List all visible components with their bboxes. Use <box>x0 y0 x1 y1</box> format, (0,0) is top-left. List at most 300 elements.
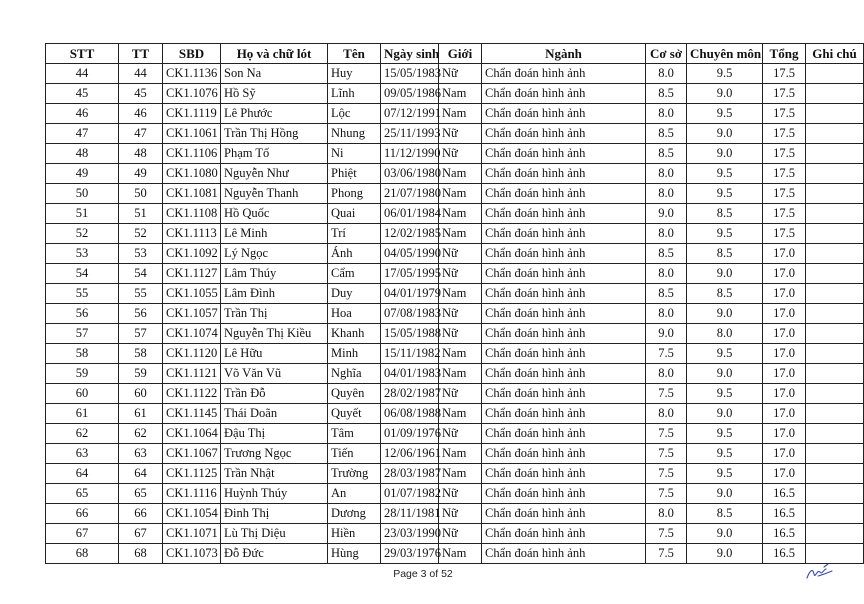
cell-tt: 51 <box>119 204 163 224</box>
cell-nganh: Chẩn đoán hình ảnh <box>482 344 646 364</box>
cell-sbd: CK1.1119 <box>163 104 221 124</box>
cell-nganh: Chẩn đoán hình ảnh <box>482 444 646 464</box>
cell-co-so: 8.0 <box>646 164 687 184</box>
cell-tong: 17.0 <box>763 424 806 444</box>
cell-ten: Minh <box>328 344 381 364</box>
cell-tt: 59 <box>119 364 163 384</box>
cell-ngay-sinh: 06/01/1984 <box>381 204 439 224</box>
cell-gioi: Nam <box>439 444 482 464</box>
cell-stt: 46 <box>46 104 119 124</box>
cell-ho-va-chu-lot: Trần Thị Hồng <box>221 124 328 144</box>
cell-nganh: Chẩn đoán hình ảnh <box>482 104 646 124</box>
cell-gioi: Nam <box>439 364 482 384</box>
cell-gioi: Nữ <box>439 424 482 444</box>
cell-tt: 61 <box>119 404 163 424</box>
cell-sbd: CK1.1073 <box>163 544 221 564</box>
cell-chuyen-mon: 8.5 <box>687 284 763 304</box>
cell-ho-va-chu-lot: Lâm Đình <box>221 284 328 304</box>
cell-nganh: Chẩn đoán hình ảnh <box>482 464 646 484</box>
cell-stt: 56 <box>46 304 119 324</box>
cell-nganh: Chẩn đoán hình ảnh <box>482 544 646 564</box>
cell-ngay-sinh: 04/01/1979 <box>381 284 439 304</box>
cell-sbd: CK1.1145 <box>163 404 221 424</box>
cell-chuyen-mon: 8.5 <box>687 204 763 224</box>
cell-stt: 55 <box>46 284 119 304</box>
cell-tong: 16.5 <box>763 524 806 544</box>
cell-gioi: Nữ <box>439 304 482 324</box>
cell-ten: Lộc <box>328 104 381 124</box>
header-tt: TT <box>119 44 163 64</box>
cell-ho-va-chu-lot: Trương Ngọc <box>221 444 328 464</box>
cell-tt: 47 <box>119 124 163 144</box>
cell-tt: 44 <box>119 64 163 84</box>
cell-ghi-chu <box>806 184 864 204</box>
cell-stt: 59 <box>46 364 119 384</box>
cell-gioi: Nữ <box>439 124 482 144</box>
cell-ho-va-chu-lot: Đỗ Đức <box>221 544 328 564</box>
cell-ngay-sinh: 07/08/1983 <box>381 304 439 324</box>
cell-chuyen-mon: 9.0 <box>687 264 763 284</box>
cell-ten: Lĩnh <box>328 84 381 104</box>
cell-ho-va-chu-lot: Lê Hữu <box>221 344 328 364</box>
cell-gioi: Nam <box>439 84 482 104</box>
cell-tong: 16.5 <box>763 504 806 524</box>
cell-sbd: CK1.1076 <box>163 84 221 104</box>
cell-co-so: 7.5 <box>646 484 687 504</box>
cell-gioi: Nam <box>439 404 482 424</box>
cell-co-so: 8.5 <box>646 284 687 304</box>
cell-stt: 54 <box>46 264 119 284</box>
cell-co-so: 8.0 <box>646 224 687 244</box>
cell-sbd: CK1.1120 <box>163 344 221 364</box>
cell-tong: 17.0 <box>763 244 806 264</box>
header-stt: STT <box>46 44 119 64</box>
cell-co-so: 8.5 <box>646 124 687 144</box>
cell-stt: 58 <box>46 344 119 364</box>
signature-mark <box>804 560 834 584</box>
cell-gioi: Nữ <box>439 64 482 84</box>
cell-ghi-chu <box>806 244 864 264</box>
cell-nganh: Chẩn đoán hình ảnh <box>482 184 646 204</box>
cell-co-so: 7.5 <box>646 524 687 544</box>
cell-ho-va-chu-lot: Nguyễn Thanh <box>221 184 328 204</box>
cell-co-so: 8.0 <box>646 304 687 324</box>
cell-tt: 65 <box>119 484 163 504</box>
cell-ten: Duy <box>328 284 381 304</box>
cell-ho-va-chu-lot: Lê Minh <box>221 224 328 244</box>
cell-co-so: 8.0 <box>646 364 687 384</box>
cell-ghi-chu <box>806 144 864 164</box>
cell-chuyen-mon: 9.5 <box>687 424 763 444</box>
cell-stt: 48 <box>46 144 119 164</box>
cell-tong: 17.5 <box>763 184 806 204</box>
table-row <box>46 224 864 244</box>
cell-co-so: 7.5 <box>646 464 687 484</box>
cell-tt: 53 <box>119 244 163 264</box>
table-row <box>46 464 864 484</box>
cell-ghi-chu <box>806 224 864 244</box>
cell-sbd: CK1.1127 <box>163 264 221 284</box>
cell-ghi-chu <box>806 124 864 144</box>
cell-tong: 17.5 <box>763 104 806 124</box>
cell-chuyen-mon: 9.5 <box>687 104 763 124</box>
cell-chuyen-mon: 9.0 <box>687 364 763 384</box>
cell-ten: Hùng <box>328 544 381 564</box>
cell-ghi-chu <box>806 264 864 284</box>
cell-nganh: Chẩn đoán hình ảnh <box>482 124 646 144</box>
cell-stt: 64 <box>46 464 119 484</box>
cell-tong: 17.0 <box>763 324 806 344</box>
cell-gioi: Nữ <box>439 524 482 544</box>
cell-ghi-chu <box>806 504 864 524</box>
cell-stt: 62 <box>46 424 119 444</box>
cell-stt: 57 <box>46 324 119 344</box>
table-row <box>46 324 864 344</box>
cell-nganh: Chẩn đoán hình ảnh <box>482 324 646 344</box>
cell-gioi: Nam <box>439 184 482 204</box>
cell-tt: 46 <box>119 104 163 124</box>
cell-chuyen-mon: 9.5 <box>687 164 763 184</box>
cell-chuyen-mon: 9.0 <box>687 124 763 144</box>
cell-ten: Trường <box>328 464 381 484</box>
cell-ngay-sinh: 12/06/1961 <box>381 444 439 464</box>
cell-ten: Hiền <box>328 524 381 544</box>
cell-tong: 17.0 <box>763 344 806 364</box>
cell-ho-va-chu-lot: Hồ Quốc <box>221 204 328 224</box>
cell-ngay-sinh: 15/11/1982 <box>381 344 439 364</box>
cell-tt: 57 <box>119 324 163 344</box>
cell-tt: 56 <box>119 304 163 324</box>
cell-gioi: Nam <box>439 164 482 184</box>
cell-chuyen-mon: 8.5 <box>687 244 763 264</box>
cell-ngay-sinh: 28/02/1987 <box>381 384 439 404</box>
cell-ngay-sinh: 06/08/1988 <box>381 404 439 424</box>
cell-stt: 63 <box>46 444 119 464</box>
cell-tt: 68 <box>119 544 163 564</box>
cell-gioi: Nữ <box>439 504 482 524</box>
table-row <box>46 544 864 564</box>
cell-ten: An <box>328 484 381 504</box>
cell-ngay-sinh: 01/07/1982 <box>381 484 439 504</box>
cell-ho-va-chu-lot: Trần Nhật <box>221 464 328 484</box>
cell-tong: 17.0 <box>763 364 806 384</box>
cell-ngay-sinh: 21/07/1980 <box>381 184 439 204</box>
cell-tong: 17.0 <box>763 284 806 304</box>
cell-chuyen-mon: 8.5 <box>687 504 763 524</box>
cell-chuyen-mon: 9.5 <box>687 184 763 204</box>
table-row <box>46 404 864 424</box>
cell-ghi-chu <box>806 324 864 344</box>
cell-ngay-sinh: 04/01/1983 <box>381 364 439 384</box>
cell-ngay-sinh: 15/05/1983 <box>381 64 439 84</box>
cell-tong: 17.5 <box>763 124 806 144</box>
cell-ho-va-chu-lot: Huỳnh Thúy <box>221 484 328 504</box>
cell-stt: 65 <box>46 484 119 504</box>
cell-ten: Nhung <box>328 124 381 144</box>
cell-gioi: Nam <box>439 544 482 564</box>
cell-gioi: Nam <box>439 204 482 224</box>
cell-co-so: 8.0 <box>646 264 687 284</box>
cell-chuyen-mon: 9.5 <box>687 384 763 404</box>
cell-nganh: Chẩn đoán hình ảnh <box>482 364 646 384</box>
table-row <box>46 124 864 144</box>
header-sbd: SBD <box>163 44 221 64</box>
table-row <box>46 444 864 464</box>
cell-chuyen-mon: 8.0 <box>687 324 763 344</box>
cell-nganh: Chẩn đoán hình ảnh <box>482 524 646 544</box>
table-row <box>46 84 864 104</box>
cell-sbd: CK1.1064 <box>163 424 221 444</box>
cell-ho-va-chu-lot: Son Na <box>221 64 328 84</box>
cell-ngay-sinh: 28/03/1987 <box>381 464 439 484</box>
cell-gioi: Nữ <box>439 384 482 404</box>
cell-ngay-sinh: 07/12/1991 <box>381 104 439 124</box>
cell-nganh: Chẩn đoán hình ảnh <box>482 424 646 444</box>
cell-gioi: Nữ <box>439 484 482 504</box>
cell-co-so: 9.0 <box>646 204 687 224</box>
cell-tt: 52 <box>119 224 163 244</box>
cell-ho-va-chu-lot: Thái Doãn <box>221 404 328 424</box>
cell-ten: Nghĩa <box>328 364 381 384</box>
cell-stt: 60 <box>46 384 119 404</box>
table-row <box>46 164 864 184</box>
cell-ho-va-chu-lot: Trần Đỗ <box>221 384 328 404</box>
header-ten: Tên <box>328 44 381 64</box>
cell-ho-va-chu-lot: Lù Thị Diệu <box>221 524 328 544</box>
cell-co-so: 8.0 <box>646 504 687 524</box>
cell-ten: Quyết <box>328 404 381 424</box>
cell-co-so: 7.5 <box>646 384 687 404</box>
table-row <box>46 504 864 524</box>
cell-tong: 16.5 <box>763 544 806 564</box>
table-row <box>46 304 864 324</box>
cell-co-so: 7.5 <box>646 444 687 464</box>
cell-nganh: Chẩn đoán hình ảnh <box>482 304 646 324</box>
cell-ghi-chu <box>806 284 864 304</box>
cell-ngay-sinh: 23/03/1990 <box>381 524 439 544</box>
cell-ghi-chu <box>806 424 864 444</box>
cell-nganh: Chẩn đoán hình ảnh <box>482 84 646 104</box>
cell-gioi: Nữ <box>439 244 482 264</box>
table-row <box>46 384 864 404</box>
table-body <box>46 64 864 564</box>
cell-tong: 17.0 <box>763 444 806 464</box>
cell-nganh: Chẩn đoán hình ảnh <box>482 244 646 264</box>
header-tong: Tổng <box>763 44 806 64</box>
cell-co-so: 7.5 <box>646 544 687 564</box>
cell-sbd: CK1.1108 <box>163 204 221 224</box>
cell-ten: Ánh <box>328 244 381 264</box>
cell-ho-va-chu-lot: Võ Văn Vũ <box>221 364 328 384</box>
cell-tt: 55 <box>119 284 163 304</box>
cell-nganh: Chẩn đoán hình ảnh <box>482 164 646 184</box>
cell-gioi: Nam <box>439 344 482 364</box>
cell-ghi-chu <box>806 304 864 324</box>
cell-co-so: 8.0 <box>646 104 687 124</box>
cell-sbd: CK1.1080 <box>163 164 221 184</box>
cell-gioi: Nam <box>439 224 482 244</box>
cell-ho-va-chu-lot: Phạm Tố <box>221 144 328 164</box>
cell-nganh: Chẩn đoán hình ảnh <box>482 404 646 424</box>
cell-ngay-sinh: 09/05/1986 <box>381 84 439 104</box>
cell-chuyen-mon: 9.0 <box>687 144 763 164</box>
table-row <box>46 184 864 204</box>
cell-nganh: Chẩn đoán hình ảnh <box>482 224 646 244</box>
cell-sbd: CK1.1125 <box>163 464 221 484</box>
cell-ten: Ni <box>328 144 381 164</box>
table-row <box>46 524 864 544</box>
cell-co-so: 9.0 <box>646 324 687 344</box>
cell-ten: Phong <box>328 184 381 204</box>
cell-ho-va-chu-lot: Đinh Thị <box>221 504 328 524</box>
cell-stt: 44 <box>46 64 119 84</box>
header-ngay-sinh: Ngày sinh <box>381 44 439 64</box>
cell-ho-va-chu-lot: Đậu Thị <box>221 424 328 444</box>
cell-ghi-chu <box>806 484 864 504</box>
cell-ngay-sinh: 03/06/1980 <box>381 164 439 184</box>
cell-sbd: CK1.1121 <box>163 364 221 384</box>
cell-ngay-sinh: 12/02/1985 <box>381 224 439 244</box>
cell-sbd: CK1.1055 <box>163 284 221 304</box>
cell-nganh: Chẩn đoán hình ảnh <box>482 64 646 84</box>
cell-ngay-sinh: 01/09/1976 <box>381 424 439 444</box>
table-row <box>46 264 864 284</box>
cell-nganh: Chẩn đoán hình ảnh <box>482 284 646 304</box>
cell-tt: 49 <box>119 164 163 184</box>
cell-chuyen-mon: 9.5 <box>687 64 763 84</box>
table-row <box>46 424 864 444</box>
cell-chuyen-mon: 9.0 <box>687 544 763 564</box>
cell-sbd: CK1.1074 <box>163 324 221 344</box>
table-row <box>46 344 864 364</box>
table-row <box>46 484 864 504</box>
cell-stt: 51 <box>46 204 119 224</box>
cell-ten: Quyên <box>328 384 381 404</box>
cell-tt: 58 <box>119 344 163 364</box>
table-row <box>46 204 864 224</box>
cell-tong: 17.0 <box>763 404 806 424</box>
cell-sbd: CK1.1106 <box>163 144 221 164</box>
results-table <box>45 43 864 564</box>
cell-sbd: CK1.1092 <box>163 244 221 264</box>
cell-ngay-sinh: 04/05/1990 <box>381 244 439 264</box>
cell-ho-va-chu-lot: Lâm Thúy <box>221 264 328 284</box>
cell-tong: 17.5 <box>763 224 806 244</box>
cell-co-so: 8.5 <box>646 84 687 104</box>
cell-nganh: Chẩn đoán hình ảnh <box>482 384 646 404</box>
cell-stt: 66 <box>46 504 119 524</box>
cell-chuyen-mon: 9.5 <box>687 464 763 484</box>
cell-tt: 45 <box>119 84 163 104</box>
cell-sbd: CK1.1136 <box>163 64 221 84</box>
table-row <box>46 244 864 264</box>
cell-chuyen-mon: 9.0 <box>687 524 763 544</box>
cell-co-so: 8.5 <box>646 144 687 164</box>
cell-tt: 54 <box>119 264 163 284</box>
cell-ghi-chu <box>806 384 864 404</box>
cell-ho-va-chu-lot: Nguyễn Như <box>221 164 328 184</box>
cell-ghi-chu <box>806 64 864 84</box>
header-chuyen-mon: Chuyên môn <box>687 44 763 64</box>
cell-stt: 45 <box>46 84 119 104</box>
cell-co-so: 8.0 <box>646 64 687 84</box>
cell-gioi: Nữ <box>439 324 482 344</box>
cell-ghi-chu <box>806 204 864 224</box>
cell-tong: 17.0 <box>763 304 806 324</box>
cell-ngay-sinh: 17/05/1995 <box>381 264 439 284</box>
cell-nganh: Chẩn đoán hình ảnh <box>482 484 646 504</box>
cell-tt: 60 <box>119 384 163 404</box>
cell-ho-va-chu-lot: Hồ Sỹ <box>221 84 328 104</box>
cell-ghi-chu <box>806 84 864 104</box>
cell-chuyen-mon: 9.0 <box>687 404 763 424</box>
cell-stt: 47 <box>46 124 119 144</box>
cell-ten: Phiệt <box>328 164 381 184</box>
cell-chuyen-mon: 9.5 <box>687 444 763 464</box>
cell-ghi-chu <box>806 464 864 484</box>
cell-gioi: Nữ <box>439 144 482 164</box>
cell-sbd: CK1.1061 <box>163 124 221 144</box>
cell-sbd: CK1.1122 <box>163 384 221 404</box>
cell-tong: 17.5 <box>763 204 806 224</box>
cell-tong: 17.5 <box>763 164 806 184</box>
header-nganh: Ngành <box>482 44 646 64</box>
cell-ngay-sinh: 29/03/1976 <box>381 544 439 564</box>
cell-ghi-chu <box>806 404 864 424</box>
table-row <box>46 104 864 124</box>
cell-tong: 16.5 <box>763 484 806 504</box>
cell-tong: 17.5 <box>763 84 806 104</box>
table-row <box>46 64 864 84</box>
cell-co-so: 7.5 <box>646 424 687 444</box>
cell-co-so: 8.0 <box>646 184 687 204</box>
cell-stt: 67 <box>46 524 119 544</box>
cell-stt: 50 <box>46 184 119 204</box>
table-row <box>46 364 864 384</box>
cell-nganh: Chẩn đoán hình ảnh <box>482 204 646 224</box>
cell-chuyen-mon: 9.5 <box>687 344 763 364</box>
cell-ten: Cẩm <box>328 264 381 284</box>
cell-ghi-chu <box>806 104 864 124</box>
header-ho-va-chu-lot: Họ và chữ lót <box>221 44 328 64</box>
cell-ngay-sinh: 15/05/1988 <box>381 324 439 344</box>
cell-ten: Trí <box>328 224 381 244</box>
cell-ngay-sinh: 25/11/1993 <box>381 124 439 144</box>
cell-tong: 17.5 <box>763 64 806 84</box>
cell-ten: Quai <box>328 204 381 224</box>
cell-stt: 52 <box>46 224 119 244</box>
cell-sbd: CK1.1081 <box>163 184 221 204</box>
cell-tong: 17.0 <box>763 264 806 284</box>
cell-gioi: Nam <box>439 284 482 304</box>
cell-chuyen-mon: 9.0 <box>687 484 763 504</box>
cell-tt: 66 <box>119 504 163 524</box>
header-gioi: Giới <box>439 44 482 64</box>
cell-ho-va-chu-lot: Trần Thị <box>221 304 328 324</box>
cell-ghi-chu <box>806 364 864 384</box>
cell-stt: 53 <box>46 244 119 264</box>
cell-ngay-sinh: 11/12/1990 <box>381 144 439 164</box>
header-ghi-chu: Ghi chú <box>806 44 864 64</box>
table-header-row <box>46 44 864 64</box>
cell-sbd: CK1.1071 <box>163 524 221 544</box>
cell-ghi-chu <box>806 344 864 364</box>
cell-gioi: Nữ <box>439 264 482 284</box>
cell-ghi-chu <box>806 444 864 464</box>
cell-ten: Khanh <box>328 324 381 344</box>
cell-ngay-sinh: 28/11/1981 <box>381 504 439 524</box>
cell-gioi: Nam <box>439 464 482 484</box>
